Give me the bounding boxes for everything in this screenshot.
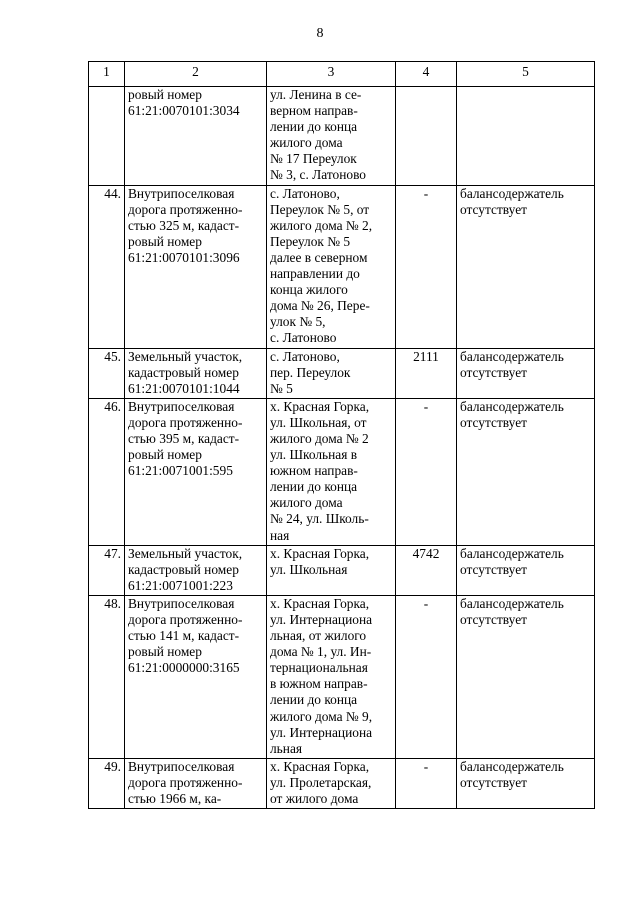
cell-area: - <box>396 185 457 348</box>
cell-number: 47. <box>89 545 125 595</box>
cell-address-line: ул. Интернациона <box>270 612 373 627</box>
cell-address <box>267 398 396 545</box>
cell-address-line: х. Красная Горка, <box>270 398 370 414</box>
cell-object-name-line: Внутрипоселковая <box>128 595 235 611</box>
cell-address-line: с. Латоново, <box>270 185 340 201</box>
cell-owner <box>457 398 595 545</box>
cell-object-name <box>125 595 267 758</box>
column-header-owner: 5 <box>457 62 595 87</box>
table-row <box>89 545 595 595</box>
cell-address-line: х. Красная Горка, <box>270 545 370 561</box>
cell-object-name-line: 61:21:0070101:1044 <box>128 380 240 396</box>
cell-address-line: конца жилого <box>270 282 348 298</box>
cell-address-line: жилого дома № 2 <box>270 430 369 446</box>
table-row <box>89 758 595 808</box>
cell-address-line: ул. Пролетарская, <box>270 774 372 790</box>
column-header-area: 4 <box>396 62 457 87</box>
cell-object-name <box>125 185 267 348</box>
table-row <box>89 348 595 398</box>
cell-number: 46. <box>89 398 125 545</box>
cell-address-line: № 24, ул. Школь- <box>270 511 369 527</box>
cell-owner-line: балансодержатель <box>460 185 564 201</box>
cell-object-name-line: 61:21:0071001:595 <box>128 463 233 479</box>
cell-owner-line: балансодержатель <box>460 348 564 364</box>
cell-address-line: жилого дома <box>270 135 343 151</box>
cell-owner-line: отсутствует <box>460 201 527 217</box>
cell-owner <box>457 87 595 186</box>
cell-owner-line: отсутствует <box>460 774 527 790</box>
cell-object-name <box>125 348 267 398</box>
cell-address <box>267 87 396 186</box>
cell-owner <box>457 758 595 808</box>
table-row <box>89 595 595 758</box>
cell-address-line: льная <box>270 740 303 756</box>
cell-object-name <box>125 545 267 595</box>
cell-owner-line: отсутствует <box>460 364 527 380</box>
cell-address-line: жилого дома № 9, <box>270 708 373 724</box>
cell-address-line: далее в северном <box>270 249 368 265</box>
cell-address-line: льная, от жилого <box>270 628 367 644</box>
cell-owner <box>457 545 595 595</box>
table-header-row <box>89 62 595 87</box>
cell-owner <box>457 595 595 758</box>
cell-object-name-line: дорога протяженно- <box>128 414 243 430</box>
cell-owner-line: балансодержатель <box>460 545 564 561</box>
cell-address-line: ул. Школьная, от <box>270 414 367 430</box>
cell-object-name-line: ровый номер <box>128 233 202 249</box>
cell-address-line: жилого дома <box>270 495 343 511</box>
cell-address <box>267 545 396 595</box>
cell-area: 4742 <box>396 545 457 595</box>
cell-number: 48. <box>89 595 125 758</box>
cell-address-line: х. Красная Горка, <box>270 758 370 774</box>
cell-object-name-line: 61:21:0071001:223 <box>128 577 233 593</box>
cell-address-line: ул. Школьная <box>270 561 348 577</box>
cell-object-name-line: Земельный участок, <box>128 545 243 561</box>
cell-address-line: направлении до <box>270 266 360 282</box>
cell-number: 45. <box>89 348 125 398</box>
cell-object-name-line: ровый номер <box>128 447 202 463</box>
cell-object-name-line: стью 395 м, кадаст- <box>128 430 240 446</box>
cell-address-line: № 17 Переулок <box>270 151 357 167</box>
cell-number <box>89 87 125 186</box>
cell-owner-line: отсутствует <box>460 612 527 627</box>
cell-address-line: ул. Интернациона <box>270 724 373 740</box>
cell-owner-line: балансодержатель <box>460 758 564 774</box>
cell-owner-line: балансодержатель <box>460 398 564 414</box>
cell-area: 2111 <box>396 348 457 398</box>
cell-address-line: х. Красная Горка, <box>270 595 370 611</box>
cell-address-line: жилого дома № 2, <box>270 217 373 233</box>
cell-owner <box>457 348 595 398</box>
cell-address-line: в южном направ- <box>270 676 368 692</box>
table-body <box>89 87 595 809</box>
table-row <box>89 87 595 186</box>
cell-address-line: верном направ- <box>270 103 358 119</box>
cell-address <box>267 185 396 348</box>
cell-address-line: № 3, с. Латоново <box>270 167 366 183</box>
cell-object-name-line: ровый номер <box>128 87 202 102</box>
cell-owner <box>457 185 595 348</box>
cell-address-line: от жилого дома <box>270 791 359 807</box>
cell-object-name-line: кадастровый номер <box>128 364 239 380</box>
cell-area: - <box>396 595 457 758</box>
cell-object-name-line: 61:21:0070101:3034 <box>128 103 240 119</box>
cell-address-line: лении до конца <box>270 119 358 135</box>
cell-address-line: Переулок № 5 <box>270 233 351 249</box>
cell-object-name-line: дорога протяженно- <box>128 774 243 790</box>
cell-owner-line: балансодержатель <box>460 595 564 611</box>
page-number: 8 <box>316 26 324 41</box>
cell-object-name-line: Внутрипоселковая <box>128 758 235 774</box>
cell-address <box>267 758 396 808</box>
cell-owner-line: отсутствует <box>460 561 527 577</box>
cell-address-line: тернациональная <box>270 660 368 676</box>
table-row <box>89 398 595 545</box>
property-registry-table <box>88 61 595 809</box>
cell-address <box>267 348 396 398</box>
cell-object-name <box>125 758 267 808</box>
cell-address-line: № 5 <box>270 380 293 396</box>
cell-address-line: пер. Переулок <box>270 364 351 380</box>
cell-address <box>267 595 396 758</box>
cell-address-line: Переулок № 5, от <box>270 201 370 217</box>
cell-object-name <box>125 398 267 545</box>
cell-object-name-line: ровый номер <box>128 644 202 660</box>
column-header-address: 3 <box>267 62 396 87</box>
cell-address-line: ул. Ленина в се- <box>270 87 362 102</box>
cell-object-name-line: дорога протяженно- <box>128 201 243 217</box>
cell-address-line: с. Латоново, <box>270 348 340 364</box>
cell-address-line: дома № 1, ул. Ин- <box>270 644 372 660</box>
cell-address-line: улок № 5, <box>270 314 326 330</box>
column-header-number: 1 <box>89 62 125 87</box>
column-header-name: 2 <box>125 62 267 87</box>
cell-address-line: ная <box>270 527 290 543</box>
cell-owner-line: отсутствует <box>460 414 527 430</box>
cell-object-name-line: дорога протяженно- <box>128 612 243 627</box>
cell-object-name-line: 61:21:0070101:3096 <box>128 249 240 265</box>
cell-area: - <box>396 398 457 545</box>
cell-object-name-line: стью 1966 м, ка- <box>128 791 222 807</box>
cell-address-line: ул. Школьная в <box>270 447 358 463</box>
cell-address-line: лении до конца <box>270 479 358 495</box>
cell-object-name-line: 61:21:0000000:3165 <box>128 660 240 676</box>
cell-area: - <box>396 758 457 808</box>
cell-address-line: дома № 26, Пере- <box>270 298 370 314</box>
cell-object-name-line: Внутрипоселковая <box>128 398 235 414</box>
cell-address-line: южном направ- <box>270 463 358 479</box>
cell-number: 44. <box>89 185 125 348</box>
cell-object-name <box>125 87 267 186</box>
cell-object-name-line: стью 141 м, кадаст- <box>128 628 240 644</box>
table-row <box>89 185 595 348</box>
cell-object-name-line: стью 325 м, кадаст- <box>128 217 240 233</box>
cell-address-line: лении до конца <box>270 692 358 708</box>
cell-object-name-line: Внутрипоселковая <box>128 185 235 201</box>
cell-object-name-line: Земельный участок, <box>128 348 243 364</box>
cell-address-line: с. Латоново <box>270 330 337 346</box>
cell-object-name-line: кадастровый номер <box>128 561 239 577</box>
cell-number: 49. <box>89 758 125 808</box>
cell-area <box>396 87 457 186</box>
